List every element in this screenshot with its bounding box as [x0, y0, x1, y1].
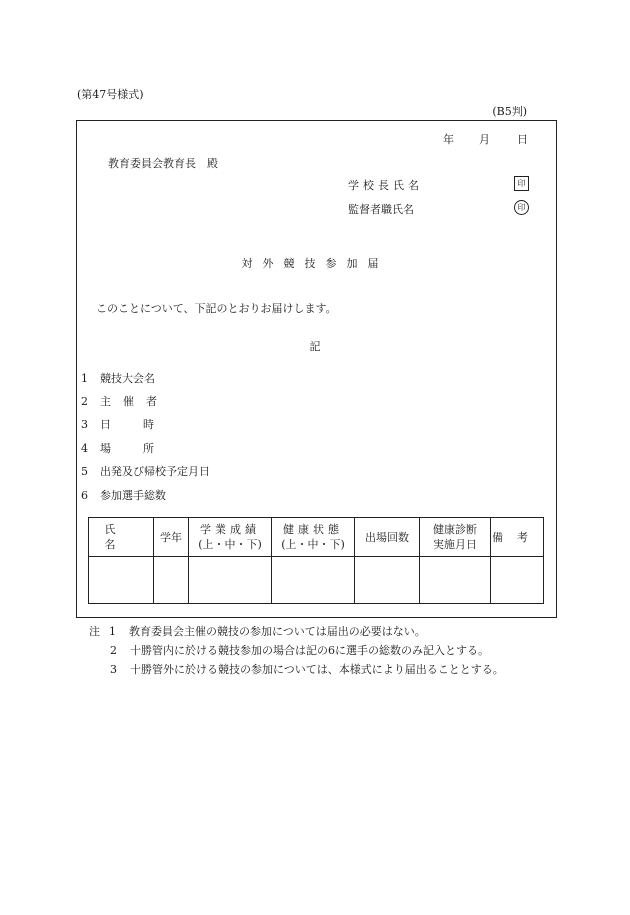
note-item [110, 642, 489, 658]
table-header-row [89, 518, 544, 557]
item-label: 場所 [100, 442, 186, 455]
date-day-label: 日 [517, 133, 528, 146]
cell-appearances[interactable] [355, 557, 420, 604]
table-row [89, 557, 544, 604]
form-number: (第47号様式) [77, 88, 144, 101]
note-text: 十勝管外に於ける競技の参加については、本様式により届出ることとする。 [130, 663, 504, 676]
note-item [110, 661, 504, 677]
supervisor-name-label: 監督者職氏名 [348, 203, 414, 216]
date-year-label: 年 [443, 133, 454, 146]
note-item [89, 623, 426, 639]
note-prefix: 注 [89, 625, 100, 638]
list-item [81, 440, 186, 456]
form-title: 対外競技参加届 [241, 257, 389, 270]
header-appearances: 出場回数 [355, 518, 420, 557]
item-number: 2 [81, 395, 88, 408]
paper-size-label: (B5判) [492, 105, 527, 118]
item-number: 4 [81, 442, 88, 455]
note-text: 十勝管内に於ける競技参加の場合は記の6に選手の総数のみ記入とする。 [130, 644, 489, 657]
list-item [81, 393, 169, 409]
header-health-status: 健康状態 (上・中・下) [272, 518, 355, 557]
round-seal-icon: 印 [514, 200, 529, 215]
note-number: 1 [109, 625, 116, 638]
principal-name-label: 学校長氏名 [348, 179, 423, 192]
note-number: 2 [110, 644, 117, 657]
participants-table [88, 517, 544, 604]
item-number: 1 [81, 372, 88, 385]
item-label: 主催者 [100, 395, 169, 408]
square-seal-icon: 印 [514, 176, 529, 191]
cell-checkup-date[interactable] [420, 557, 491, 604]
item-label: 日時 [100, 418, 186, 431]
list-item [81, 463, 210, 479]
item-number: 5 [81, 465, 88, 478]
cell-health-status[interactable] [272, 557, 355, 604]
item-number: 6 [81, 489, 88, 502]
cell-name[interactable] [89, 557, 154, 604]
header-grade: 学年 [154, 518, 189, 557]
item-number: 3 [81, 418, 88, 431]
intro-text: このことについて、下記のとおりお届けします。 [96, 302, 337, 315]
date-line [443, 131, 528, 147]
list-item [81, 487, 166, 503]
list-item [81, 370, 155, 386]
item-label: 出発及び帰校予定月日 [100, 465, 210, 478]
note-text: 教育委員会主催の競技の参加については届出の必要はない。 [129, 625, 426, 638]
header-remarks: 備考 [491, 518, 544, 557]
recipient-line: 教育委員会教育長 殿 [108, 157, 218, 170]
cell-remarks[interactable] [491, 557, 544, 604]
record-heading: 記 [309, 340, 321, 353]
list-item [81, 416, 186, 432]
header-academic-results: 学業成績 (上・中・下) [189, 518, 272, 557]
header-checkup-date: 健康診断 実施月日 [420, 518, 491, 557]
cell-academic-results[interactable] [189, 557, 272, 604]
header-name: 氏名 [89, 518, 154, 557]
cell-grade[interactable] [154, 557, 189, 604]
item-label: 参加選手総数 [100, 489, 166, 502]
note-number: 3 [110, 663, 117, 676]
item-label: 競技大会名 [100, 372, 155, 385]
date-month-label: 月 [479, 133, 490, 146]
